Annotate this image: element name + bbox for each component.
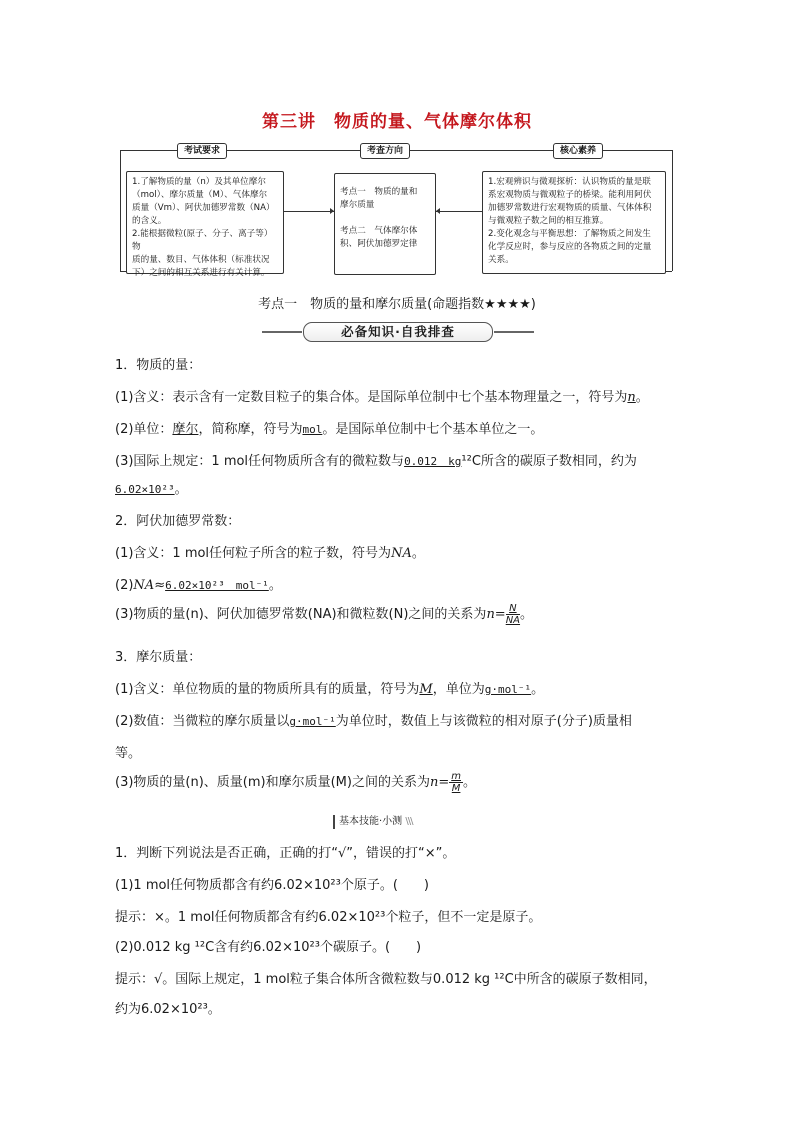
- s3-line1: (1)含义：单位物质的量的物质所具有的质量，符号为M，单位为g·mol⁻¹。: [115, 682, 545, 697]
- answer-2: 提示：√。国际上规定，1 mol粒子集合体所含微粒数与0.012 kg ¹²C中所含的碳原子数相同，: [115, 972, 657, 987]
- box-line: 加德罗常数进行宏观物质的质量、气体体积: [488, 203, 652, 213]
- core-literacy-box: [482, 171, 666, 274]
- s3-line3: (3)物质的量(n)、质量(m)和摩尔质量(M)之间的关系为n= $\frac{m}{M}$ 。: [115, 771, 476, 794]
- box-line: 关系。: [488, 255, 514, 265]
- question-1: (1)1 mol任何物质都含有约6.02×10²³个原子。( ): [115, 878, 429, 893]
- box-line: 质量（Vm）、阿伏加德罗常数（NA）: [132, 203, 275, 213]
- answer-1: 提示：×。1 mol任何物质都含有约6.02×10²³个粒子，但不一定是原子。: [115, 910, 542, 925]
- s2-heading: 2．阿伏加德罗常数：: [115, 514, 241, 529]
- box-line: 摩尔质量: [340, 200, 375, 210]
- box-line: 的含义。: [132, 216, 167, 226]
- fraction-m-over-mm: $\frac{m}{M}$: [451, 771, 461, 794]
- s2-line3: (3)物质的量(n)、阿伏加德罗常数(NA)和微粒数(N)之间的关系为n= $\frac{N}{NA}$ 。: [115, 603, 534, 626]
- skill-check-label: 基本技能·小测 \\\: [333, 815, 461, 829]
- s1-line4: 6.02×10²³。: [115, 482, 188, 497]
- fraction-n-over-na: $\frac{N}{NA}$: [505, 603, 521, 626]
- section-banner: 必备知识·自我排查: [303, 322, 493, 342]
- s1-line3: (3)国际上规定：1 mol任何物质所含有的微粒数与0.012 kg¹²C所含的碳原子数相同，约为: [115, 454, 637, 469]
- s1-line1: (1)含义：表示含有一定数目粒子的集合体。是国际单位制中七个基本物理量之一，符号为n。: [115, 390, 649, 405]
- page-title: 第三讲 物质的量、气体摩尔体积: [262, 112, 532, 132]
- arrow-left-icon: [436, 208, 440, 214]
- header-exam-direction: 考查方向: [360, 143, 410, 159]
- box-line: 2.变化观念与平衡思想：了解物质之间发生: [488, 229, 651, 239]
- box-line: 积、阿伏加德罗定律: [340, 239, 418, 249]
- s2-line2: (2)NA≈6.02×10²³ mol⁻¹。: [115, 578, 282, 593]
- box-line: 质的量、数目、气体体积（标准状况: [132, 255, 270, 265]
- box-line: 化学反应时，参与反应的各物质之间的定量: [488, 242, 652, 252]
- s1-heading: 1．物质的量：: [115, 358, 202, 373]
- box-line: 1.了解物质的量（n）及其单位摩尔: [132, 177, 266, 187]
- box-line: （mol）、摩尔质量（M）、气体摩尔: [132, 190, 268, 200]
- box-line: 系宏观物质与微观粒子的桥梁。能利用阿伏: [488, 190, 652, 200]
- header-exam-requirements: 考试要求: [177, 143, 227, 159]
- exam-overview-diagram: [120, 141, 673, 279]
- box-line: 考点一 物质的量和: [340, 187, 418, 197]
- header-core-literacy: 核心素养: [553, 143, 603, 159]
- box-line: 与微观粒子数之间的相互推算。: [488, 216, 609, 226]
- question-2: (2)0.012 kg ¹²C含有约6.02×10²³个碳原子。( ): [115, 940, 422, 955]
- s3-line2b: 等。: [115, 746, 142, 761]
- section-subheading: 考点一 物质的量和摩尔质量(命题指数★★★★): [258, 297, 536, 312]
- box-line: 1.宏观辨识与微观探析：认识物质的量是联: [488, 177, 651, 187]
- answer-2-cont: 约为6.02×10²³。: [115, 1002, 221, 1017]
- s2-line1: (1)含义：1 mol任何粒子所含的粒子数，符号为NA。: [115, 546, 425, 561]
- question-heading: 1．判断下列说法是否正确，正确的打“√”，错误的打“×”。: [115, 846, 456, 861]
- exam-requirements-box: [126, 171, 284, 278]
- exam-direction-box: [334, 173, 436, 275]
- box-line: 考点二 气体摩尔体: [340, 226, 418, 236]
- s3-heading: 3．摩尔质量：: [115, 650, 202, 665]
- s3-line2: (2)数值：当微粒的摩尔质量以g·mol⁻¹为单位时，数值上与该微粒的相对原子(分子)质量相: [115, 714, 632, 729]
- s1-line2: (2)单位：摩尔，简称摩，符号为mol。是国际单位制中七个基本单位之一。: [115, 422, 544, 437]
- box-line: 下）之间的相互关系进行有关计算。: [132, 268, 270, 278]
- box-line: 2.能根据微粒(原子、分子、离子等）物: [132, 229, 273, 252]
